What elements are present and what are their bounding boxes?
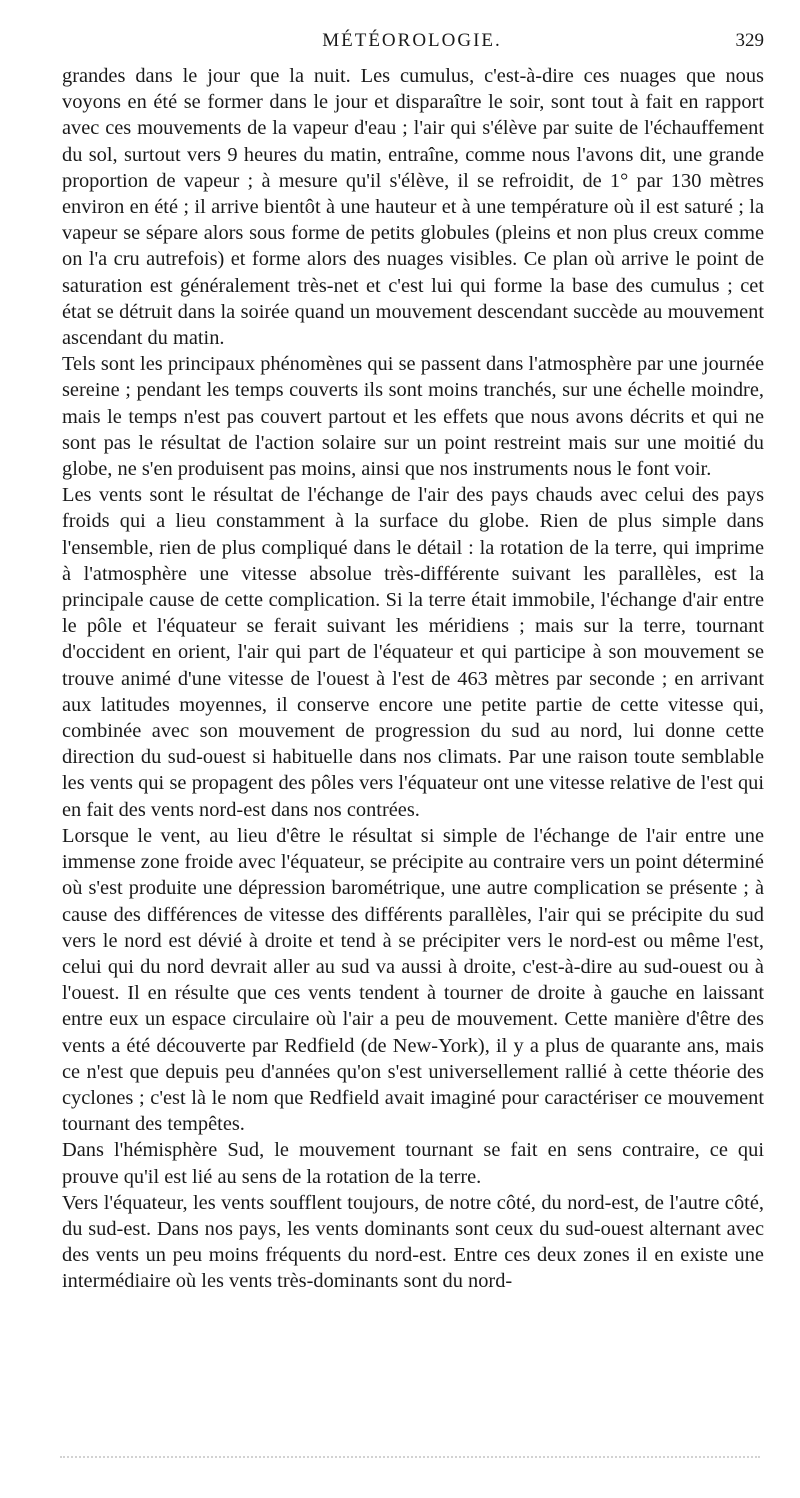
paragraph-winds: Les vents sont le résultat de l'échange de l'air des pays chauds avec celui des pays froids qui a lieu constamment à la surface du globe. Rien de plus simple dans l'ensemble, rien de plus compliqué dans le détail : la rotation de la terre, qui imprime à l'atmosphère une vitesse absolue très-différente suivant les parallèles, est la principale cause de cette complication. Si la terre était immobile, l'échange d'air entre le pôle et l'équateur se ferait suivant les méridiens ; mais sur la terre, tournant d'occident en orient, l'air qui part de l'équateur et qui participe à son mouvement se trouve animé d'une vitesse de l'ouest à l'est de 463 mètres par seconde ; en arrivant aux latitudes moyennes, il conserve encore une petite partie de cette vitesse qui, combinée avec son mouvement de progression du sud au nord, lui donne cette direction du sud-ouest si habituelle dans nos climats. Par une raison toute semblable les vents qui se propagent des pôles vers l'équateur ont une vitesse relative de l'est qui en fait des vents nord-est dans nos contrées. <box>62 484 764 821</box>
paragraph-atmosphere: Tels sont les principaux phénomènes qui se passent dans l'atmosphère par une journée sereine ; pendant les temps couverts ils sont moins tranchés, sur une échelle moindre, mais le temps n'est pas couvert partout et les effets que nous avons décrits et qui ne sont pas le résultat de l'action solaire sur un point restreint mais sur une moitié du globe, ne s'en produisent pas moins, ainsi que nos instruments nous le font voir. <box>62 353 764 481</box>
running-head <box>60 30 764 56</box>
paragraph-equator-winds: Vers l'équateur, les vents soufflent toujours, de notre côté, du nord-est, de l'autre côté, du sud-est. Dans nos pays, les vents dominants sont ceux du sud-ouest alternant avec des vents un peu moins fréquents du nord-est. Entre ces deux zones il en existe une intermédiaire où les vents très-dominants sont du nord- <box>62 1191 764 1293</box>
paragraph-cyclones: Lorsque le vent, au lieu d'être le résultat si simple de l'échange de l'air entre une immense zone froide avec l'équateur, se précipite au contraire vers un point déterminé où s'est produite une dépression barométrique, une autre complication se présente ; à cause des différences de vitesse des différents parallèles, l'air qui se précipite du sud vers le nord est dévié à droite et tend à se précipiter vers le nord-est ou même l'est, celui qui du nord devrait aller au sud va aussi à droite, c'est-à-dire au sud-ouest ou à l'ouest. Il en résulte que ces vents tendent à tourner de droite à gauche en laissant entre eux un espace circulaire où l'air a peu de mouvement. Cette manière d'être des vents a été découverte par Redfield (de New-York), il y a plus de quarante ans, mais ce n'est que depuis peu d'années qu'on s'est universellement rallié à cette théorie des cyclones ; c'est là le nom que Redfield avait imaginé pour caractériser ce mouvement tournant des tempêtes. <box>62 824 764 1136</box>
paragraph-southern-hemisphere: Dans l'hémisphère Sud, le mouvement tournant se fait en sens contraire, ce qui prouve qu'il est lié au sens de la rotation de la terre. <box>62 1139 764 1188</box>
paragraph-continued: grandes dans le jour que la nuit. Les cumulus, c'est-à-dire ces nuages que nous voyons en été se former dans le jour et disparaître le soir, sont tout à fait en rapport avec ces mouvements de la vapeur d'eau ; l'air qui s'élève par suite de l'échauffement du sol, surtout vers 9 heures du matin, entraîne, comme nous l'avons dit, une grande proportion de vapeur ; à mesure qu'il s'élève, il se refroidit, de 1° par 130 mètres environ en été ; il arrive bientôt à une hauteur et à une température où il est saturé ; la vapeur se sépare alors sous forme de petits globules (pleins et non plus creux comme on l'a cru autrefois) et forme alors des nuages visibles. Ce plan où arrive le point de saturation est généralement très-net et c'est lui qui forme la base des cumulus ; cet état se détruit dans la soirée quand un mouvement descendant succède au mouvement ascendant du matin. <box>62 65 764 350</box>
bleed-through-line <box>60 1456 760 1464</box>
page-number: 329 <box>735 30 764 51</box>
running-title: MÉTÉOROLOGIE. <box>322 30 502 51</box>
page-body <box>62 63 764 1295</box>
